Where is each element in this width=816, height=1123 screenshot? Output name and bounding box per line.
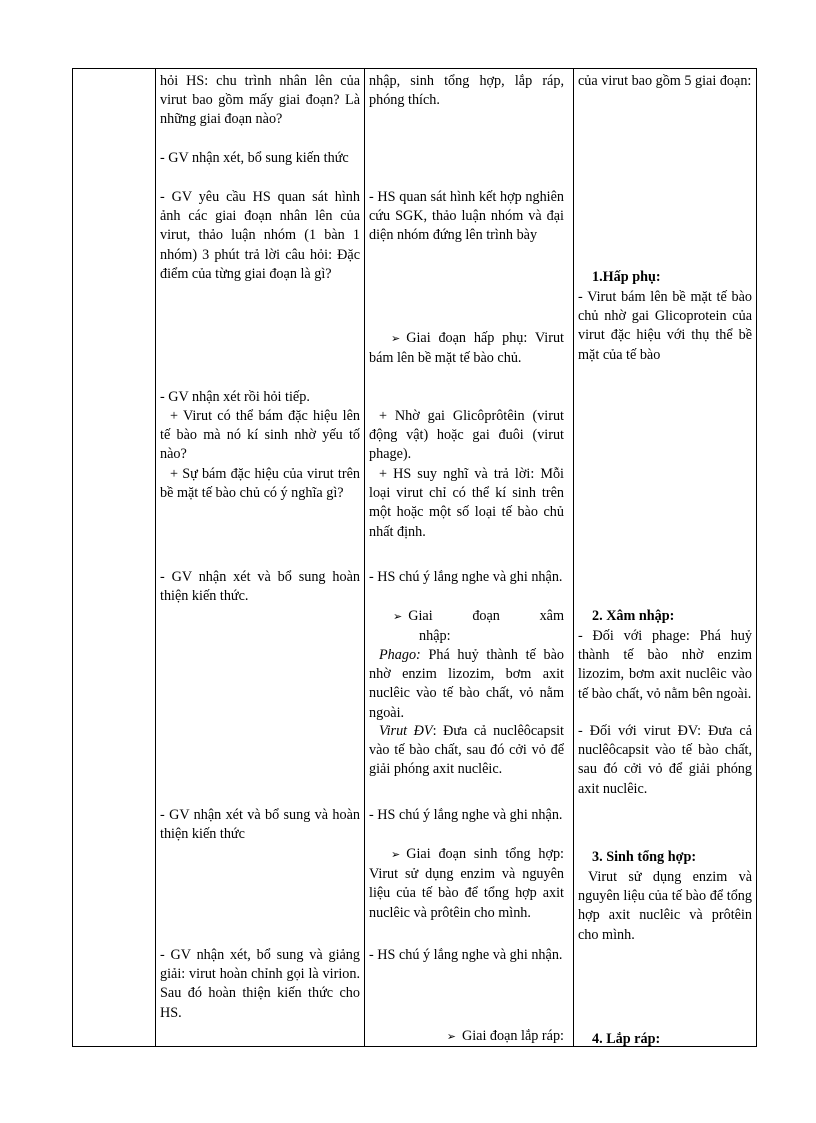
student-text: + Nhờ gai Glicôprôtêin (virut động vật) hoặc gai đuôi (virut phage). xyxy=(369,408,564,463)
student-text: + HS suy nghĩ và trả lời: Mỗi loại virut chỉ có thể kí sinh trên một hoặc một số loại tế bào chủ nhất định. xyxy=(369,466,564,540)
student-text: - HS chú ý lắng nghe và ghi nhận. xyxy=(369,569,563,585)
student-text: nhập, sinh tổng hợp, lắp ráp, phóng thích. xyxy=(369,73,564,109)
teacher-question: + Sự bám đặc hiệu của virut trên bề mặt tế bào chủ có ý nghĩa gì? xyxy=(160,466,360,502)
teacher-text: hỏi HS: chu trình nhân lên của virut bao gồm mấy giai đoạn? Là những giai đoạn nào? xyxy=(160,73,360,128)
arrow-bullet-icon: ➢ xyxy=(446,1031,456,1043)
student-text: ➢ Giai đoạn sinh tổng hợp: Virut sử dụng enzim và nguyên liệu của tế bào để tổng hợp axit nuclêic và prôtêin cho mình. xyxy=(369,846,564,921)
lesson-table xyxy=(72,68,757,1047)
arrow-bullet-icon: ➢ xyxy=(393,611,403,623)
teacher-text: - GV nhận xét và bổ sung hoàn thiện kiến thức. xyxy=(160,569,360,605)
student-text: - HS chú ý lắng nghe và ghi nhận. xyxy=(369,807,563,823)
teacher-text: - GV nhận xét, bổ sung kiến thức xyxy=(160,150,349,166)
student-text: Phago: Phá huỷ thành tế bào nhờ enzim lizozim, bơm axit nuclêic vào tế bào chất, vỏ nằm ngoài. xyxy=(369,647,564,721)
teacher-text: - GV nhận xét rồi hỏi tiếp. xyxy=(160,389,310,405)
section-heading: 4. Lắp ráp: xyxy=(592,1031,661,1047)
arrow-bullet-icon: ➢ xyxy=(391,333,401,345)
content-text: - Đối với phage: Phá huỷ thành tế bào nhờ enzim lizozim, bơm axit nuclêic vào tế bào chất, vỏ nằm bên ngoài. xyxy=(578,628,752,702)
teacher-question: + Virut có thể bám đặc hiệu lên tế bào mà nó kí sinh nhờ yếu tố nào? xyxy=(160,408,360,463)
teacher-text: - GV nhận xét và bổ sung và hoàn thiện kiến thức xyxy=(160,807,360,843)
content-text: của virut bao gồm 5 giai đoạn: xyxy=(578,73,752,89)
content-text: - Virut bám lên bề mặt tế bào chủ nhờ gai Glicoprotein của virut đặc hiệu với thụ thể bề mặt của tế bào xyxy=(578,289,752,363)
arrow-bullet-icon: ➢ xyxy=(391,849,401,861)
content-text: Virut sử dụng enzim và nguyên liệu của tế bào để tổng hợp axit nuclêic và prôtêin cho mình. xyxy=(578,869,752,943)
table-border-top xyxy=(72,68,757,69)
section-heading: 2. Xâm nhập: xyxy=(592,608,675,624)
section-heading: 3. Sinh tổng hợp: xyxy=(592,849,697,865)
content-text: - Đối với virut ĐV: Đưa cả nuclêôcapsit vào tế bào chất, sau đó cởi vỏ để giải phóng axit nuclêic. xyxy=(578,723,752,797)
table-border-left xyxy=(72,68,73,1047)
column-divider-3 xyxy=(573,68,574,1047)
section-heading: 1.Hấp phụ: xyxy=(592,269,661,285)
student-text: ➢ Giai đoạn xâm nhập: xyxy=(393,608,564,645)
student-text: Virut ĐV: Đưa cả nuclêôcapsit vào tế bào chất, sau đó cởi vỏ để giải phóng axit nuclêic. xyxy=(369,723,564,778)
student-text: - HS quan sát hình kết hợp nghiên cứu SGK, thảo luận nhóm và đại diện nhóm đứng lên trình bày xyxy=(369,189,564,244)
column-divider-1 xyxy=(155,68,156,1047)
student-text: ➢ Giai đoạn lắp ráp: xyxy=(446,1028,564,1044)
student-text: ➢ Giai đoạn hấp phụ: Virut bám lên bề mặt tế bào chủ. xyxy=(369,330,564,367)
column-divider-2 xyxy=(364,68,365,1047)
table-border-right xyxy=(756,68,757,1047)
teacher-text: - GV yêu cầu HS quan sát hình ảnh các giai đoạn nhân lên của virut, thảo luận nhóm (1 bàn 1 nhóm) 3 phút trả lời câu hỏi: Đặc điểm của từng giai đoạn là gì? xyxy=(160,189,360,282)
student-text: - HS chú ý lắng nghe và ghi nhận. xyxy=(369,947,563,963)
teacher-text: - GV nhận xét, bổ sung và giảng giải: virut hoàn chỉnh gọi là virion. Sau đó hoàn thiện kiến thức cho HS. xyxy=(160,947,360,1021)
